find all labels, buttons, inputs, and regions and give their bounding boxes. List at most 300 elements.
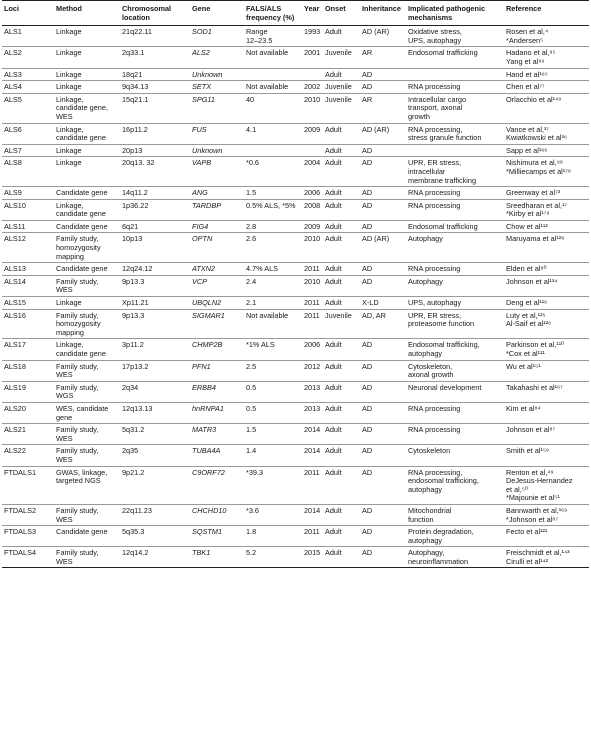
table-row — [2, 233, 589, 263]
cell-loci: ALS21 — [2, 424, 54, 445]
cell-mechanisms: UPR, ER stress, proteasome function — [406, 309, 504, 339]
cell-inheritance: X-LD — [360, 297, 406, 310]
cell-method: Candidate gene — [54, 526, 120, 547]
cell-inheritance: AD — [360, 381, 406, 402]
cell-loci: FTDALS1 — [2, 466, 54, 504]
cell-frequency: 0.5 — [244, 402, 302, 423]
cell-year: 2009 — [302, 123, 323, 144]
table-row — [2, 402, 589, 423]
cell-chromosomal-location: 12q13.13 — [120, 402, 190, 423]
cell-onset: Adult — [323, 339, 360, 360]
table-row — [2, 187, 589, 200]
cell-onset: Adult — [323, 123, 360, 144]
cell-gene: Unknown — [190, 144, 244, 157]
cell-method: Family study, WES — [54, 504, 120, 525]
cell-method: Linkage, candidate gene — [54, 339, 120, 360]
cell-onset: Adult — [323, 424, 360, 445]
cell-onset: Adult — [323, 504, 360, 525]
cell-inheritance: AD — [360, 68, 406, 81]
cell-method: GWAS, linkage, targeted NGS — [54, 466, 120, 504]
cell-onset: Juvenile — [323, 309, 360, 339]
cell-mechanisms: Autophagy — [406, 275, 504, 296]
table-row — [2, 526, 589, 547]
header-row — [2, 1, 589, 26]
cell-inheritance: AD — [360, 445, 406, 466]
cell-inheritance: AR — [360, 47, 406, 68]
cell-loci: ALS2 — [2, 47, 54, 68]
cell-mechanisms: UPS, autophagy — [406, 297, 504, 310]
cell-method: Family study, homozygosity mapping — [54, 309, 120, 339]
cell-reference: Bannwarth et al,¹⁶⁹ *Johnson et al⁸⁷ — [504, 504, 589, 525]
table-header — [2, 1, 589, 26]
cell-gene: ANG — [190, 187, 244, 200]
cell-gene: SOD1 — [190, 26, 244, 47]
cell-method: Linkage, candidate gene — [54, 123, 120, 144]
cell-reference: Johnson et al¹³⁴ — [504, 275, 589, 296]
cell-inheritance: AD — [360, 466, 406, 504]
table-row — [2, 47, 589, 68]
cell-chromosomal-location: 14q11.2 — [120, 187, 190, 200]
cell-reference: Sreedharan et al,¹⁷ *Kirby et al¹⁷⁹ — [504, 199, 589, 220]
cell-inheritance: AD — [360, 360, 406, 381]
table-row — [2, 144, 589, 157]
cell-onset: Adult — [323, 402, 360, 423]
cell-year: 2010 — [302, 93, 323, 123]
cell-chromosomal-location: 18q21 — [120, 68, 190, 81]
table-row — [2, 220, 589, 233]
cell-loci: ALS14 — [2, 275, 54, 296]
cell-method: WES, candidate gene — [54, 402, 120, 423]
table-row — [2, 297, 589, 310]
cell-chromosomal-location: 17p13.2 — [120, 360, 190, 381]
cell-onset: Juvenile — [323, 47, 360, 68]
table-row — [2, 93, 589, 123]
cell-inheritance: AD — [360, 187, 406, 200]
cell-chromosomal-location: 3p11.2 — [120, 339, 190, 360]
cell-onset: Adult — [323, 381, 360, 402]
cell-loci: FTDALS3 — [2, 526, 54, 547]
cell-reference: Greenway et al⁷³ — [504, 187, 589, 200]
cell-frequency — [244, 68, 302, 81]
header-frequency: FALS/ALS frequency (%) — [244, 1, 302, 26]
cell-gene: SETX — [190, 81, 244, 94]
cell-chromosomal-location: 5q31.2 — [120, 424, 190, 445]
cell-chromosomal-location: 9p21.2 — [120, 466, 190, 504]
cell-gene: TARDBP — [190, 199, 244, 220]
cell-chromosomal-location: 21q22.11 — [120, 26, 190, 47]
cell-loci: ALS18 — [2, 360, 54, 381]
cell-reference: Johnson et al⁸⁷ — [504, 424, 589, 445]
header-onset: Onset — [323, 1, 360, 26]
cell-method: Linkage — [54, 157, 120, 187]
cell-method: Linkage — [54, 26, 120, 47]
cell-reference: Deng et al¹¹⁶ — [504, 297, 589, 310]
cell-mechanisms: Mitochondrial function — [406, 504, 504, 525]
cell-gene: FIG4 — [190, 220, 244, 233]
cell-gene: MATR3 — [190, 424, 244, 445]
cell-loci: ALS8 — [2, 157, 54, 187]
cell-gene: TBK1 — [190, 547, 244, 568]
cell-year: 2011 — [302, 526, 323, 547]
cell-loci: ALS4 — [2, 81, 54, 94]
cell-gene: ATXN2 — [190, 263, 244, 276]
cell-loci: ALS16 — [2, 309, 54, 339]
header-reference: Reference — [504, 1, 589, 26]
cell-onset: Adult — [323, 297, 360, 310]
cell-frequency: 2.1 — [244, 297, 302, 310]
cell-method: Linkage, candidate gene — [54, 199, 120, 220]
cell-loci: ALS22 — [2, 445, 54, 466]
cell-loci: ALS6 — [2, 123, 54, 144]
table-row — [2, 263, 589, 276]
cell-loci: ALS12 — [2, 233, 54, 263]
als-genes-table — [2, 0, 589, 568]
header-loci: Loci — [2, 1, 54, 26]
cell-year: 2008 — [302, 199, 323, 220]
cell-chromosomal-location: 15q21.1 — [120, 93, 190, 123]
cell-year: 2011 — [302, 466, 323, 504]
cell-year: 2004 — [302, 157, 323, 187]
cell-gene: ERBB4 — [190, 381, 244, 402]
cell-reference: Fecto et al¹²¹ — [504, 526, 589, 547]
cell-onset: Adult — [323, 445, 360, 466]
cell-method: Linkage — [54, 144, 120, 157]
cell-chromosomal-location: 16p11.2 — [120, 123, 190, 144]
cell-loci: ALS20 — [2, 402, 54, 423]
cell-year: 2012 — [302, 360, 323, 381]
header-method: Method — [54, 1, 120, 26]
cell-method: Family study, WES — [54, 445, 120, 466]
cell-onset: Adult — [323, 144, 360, 157]
cell-onset: Adult — [323, 68, 360, 81]
cell-reference: Nishimura et al,⁹⁸ *Milliecamps et al¹⁷⁸ — [504, 157, 589, 187]
cell-frequency: 40 — [244, 93, 302, 123]
header-gene: Gene — [190, 1, 244, 26]
cell-reference: Elden et al⁸⁰ — [504, 263, 589, 276]
cell-year: 2015 — [302, 547, 323, 568]
table-row — [2, 157, 589, 187]
cell-frequency: *3.6 — [244, 504, 302, 525]
cell-reference: Maruyama et al¹²⁸ — [504, 233, 589, 263]
cell-onset: Adult — [323, 547, 360, 568]
cell-onset: Adult — [323, 157, 360, 187]
cell-loci: ALS5 — [2, 93, 54, 123]
cell-frequency: Not available — [244, 81, 302, 94]
table-row — [2, 424, 589, 445]
cell-method: Family study, WES — [54, 547, 120, 568]
cell-reference: Hand et al¹⁶⁵ — [504, 68, 589, 81]
cell-gene: hnRNPA1 — [190, 402, 244, 423]
cell-method: Family study, WES — [54, 275, 120, 296]
cell-mechanisms: Protein degradation, autophagy — [406, 526, 504, 547]
cell-reference: Hadano et al,⁹⁵ Yang et al⁹⁶ — [504, 47, 589, 68]
cell-inheritance: AD — [360, 220, 406, 233]
cell-year — [302, 68, 323, 81]
cell-chromosomal-location: 9p13.3 — [120, 275, 190, 296]
cell-gene: VCP — [190, 275, 244, 296]
cell-gene: UBQLN2 — [190, 297, 244, 310]
cell-loci: ALS10 — [2, 199, 54, 220]
cell-method: Family study, WES — [54, 360, 120, 381]
cell-gene: CHMP2B — [190, 339, 244, 360]
cell-year — [302, 144, 323, 157]
cell-mechanisms: RNA processing, stress granule function — [406, 123, 504, 144]
table-row — [2, 199, 589, 220]
cell-inheritance: AD — [360, 144, 406, 157]
cell-chromosomal-location: 20p13 — [120, 144, 190, 157]
cell-frequency: 4.7% ALS — [244, 263, 302, 276]
cell-mechanisms: RNA processing — [406, 187, 504, 200]
cell-mechanisms: Oxidative stress, UPS, autophagy — [406, 26, 504, 47]
cell-year: 2011 — [302, 297, 323, 310]
cell-inheritance: AR — [360, 93, 406, 123]
cell-chromosomal-location: 12q24.12 — [120, 263, 190, 276]
cell-loci: FTDALS4 — [2, 547, 54, 568]
cell-onset: Adult — [323, 220, 360, 233]
cell-chromosomal-location: 2q34 — [120, 381, 190, 402]
cell-mechanisms: RNA processing — [406, 81, 504, 94]
cell-gene: Unknown — [190, 68, 244, 81]
cell-frequency: 2.5 — [244, 360, 302, 381]
cell-gene: OPTN — [190, 233, 244, 263]
cell-reference: Takahashi et al¹⁶⁷ — [504, 381, 589, 402]
cell-mechanisms — [406, 144, 504, 157]
cell-inheritance: AD — [360, 263, 406, 276]
header-chromosomal-location: Chromosomal location — [120, 1, 190, 26]
table-row — [2, 381, 589, 402]
cell-gene: C9ORF72 — [190, 466, 244, 504]
cell-mechanisms: RNA processing — [406, 263, 504, 276]
cell-method: Family study, WES — [54, 424, 120, 445]
cell-chromosomal-location: 9p13.3 — [120, 309, 190, 339]
table-row — [2, 504, 589, 525]
cell-year: 2009 — [302, 220, 323, 233]
cell-gene: TUBA4A — [190, 445, 244, 466]
cell-mechanisms — [406, 68, 504, 81]
table-row — [2, 123, 589, 144]
cell-chromosomal-location: 22q11.23 — [120, 504, 190, 525]
cell-loci: ALS13 — [2, 263, 54, 276]
cell-onset: Adult — [323, 233, 360, 263]
cell-frequency: 1.5 — [244, 187, 302, 200]
cell-onset: Adult — [323, 199, 360, 220]
cell-gene: VAPB — [190, 157, 244, 187]
cell-method: Linkage — [54, 68, 120, 81]
cell-gene: PFN1 — [190, 360, 244, 381]
cell-inheritance: AD — [360, 339, 406, 360]
cell-frequency: 1.5 — [244, 424, 302, 445]
cell-frequency: 2.6 — [244, 233, 302, 263]
cell-inheritance: AD — [360, 275, 406, 296]
cell-inheritance: AD — [360, 504, 406, 525]
cell-gene: SPG11 — [190, 93, 244, 123]
cell-loci: ALS9 — [2, 187, 54, 200]
cell-gene: SIGMAR1 — [190, 309, 244, 339]
cell-year: 2010 — [302, 275, 323, 296]
table-row — [2, 309, 589, 339]
cell-frequency: Not available — [244, 309, 302, 339]
cell-chromosomal-location: 12q14.2 — [120, 547, 190, 568]
cell-onset: Adult — [323, 26, 360, 47]
table-row — [2, 466, 589, 504]
cell-mechanisms: UPR, ER stress, intracellular membrane trafficking — [406, 157, 504, 187]
header-year: Year — [302, 1, 323, 26]
cell-inheritance: AD (AR) — [360, 233, 406, 263]
cell-gene: ALS2 — [190, 47, 244, 68]
cell-mechanisms: Neuronal development — [406, 381, 504, 402]
cell-frequency — [244, 144, 302, 157]
cell-method: Linkage — [54, 297, 120, 310]
cell-inheritance: AD — [360, 424, 406, 445]
table-row — [2, 68, 589, 81]
cell-method: Candidate gene — [54, 263, 120, 276]
cell-year: 2014 — [302, 504, 323, 525]
cell-frequency: 5.2 — [244, 547, 302, 568]
cell-frequency: 0.5% ALS, *5% — [244, 199, 302, 220]
cell-year: 2006 — [302, 187, 323, 200]
cell-chromosomal-location: 2q33.1 — [120, 47, 190, 68]
table-row — [2, 360, 589, 381]
cell-year: 2002 — [302, 81, 323, 94]
cell-loci: ALS11 — [2, 220, 54, 233]
cell-frequency: *0.6 — [244, 157, 302, 187]
cell-loci: ALS19 — [2, 381, 54, 402]
cell-reference: Rosen et al,⁴ *Andersen⁵ — [504, 26, 589, 47]
cell-year: 2013 — [302, 381, 323, 402]
cell-mechanisms: RNA processing — [406, 199, 504, 220]
cell-year: 2014 — [302, 424, 323, 445]
table-row — [2, 547, 589, 568]
cell-onset: Adult — [323, 466, 360, 504]
cell-reference: Wu et al¹⁵¹ — [504, 360, 589, 381]
cell-loci: ALS17 — [2, 339, 54, 360]
cell-onset: Adult — [323, 275, 360, 296]
cell-mechanisms: RNA processing, endosomal trafficking, autophagy — [406, 466, 504, 504]
table-row — [2, 26, 589, 47]
cell-loci: FTDALS2 — [2, 504, 54, 525]
cell-mechanisms: Cytoskeleton, axonal growth — [406, 360, 504, 381]
cell-year: 2011 — [302, 263, 323, 276]
cell-mechanisms: Endosomal trafficking — [406, 220, 504, 233]
cell-onset: Juvenile — [323, 93, 360, 123]
cell-mechanisms: Autophagy — [406, 233, 504, 263]
cell-frequency: *39.3 — [244, 466, 302, 504]
cell-loci: ALS7 — [2, 144, 54, 157]
cell-loci: ALS3 — [2, 68, 54, 81]
cell-onset: Juvenile — [323, 81, 360, 94]
cell-frequency: Range 12–23.5 — [244, 26, 302, 47]
header-inheritance: Inheritance — [360, 1, 406, 26]
cell-chromosomal-location: 9q34.13 — [120, 81, 190, 94]
cell-frequency: 4.1 — [244, 123, 302, 144]
cell-inheritance: AD, AR — [360, 309, 406, 339]
header-mechanisms: Implicated pathogenic mechanisms — [406, 1, 504, 26]
cell-inheritance: AD (AR) — [360, 26, 406, 47]
cell-reference: Vance et al,³⁷ Kwiatkowski et al³⁶ — [504, 123, 589, 144]
cell-chromosomal-location: 20q13. 32 — [120, 157, 190, 187]
cell-year: 2013 — [302, 402, 323, 423]
table-row — [2, 81, 589, 94]
cell-mechanisms: Autophagy, neuroinflammation — [406, 547, 504, 568]
cell-mechanisms: Endosomal trafficking — [406, 47, 504, 68]
cell-inheritance: AD — [360, 81, 406, 94]
table-row — [2, 445, 589, 466]
cell-frequency: *1% ALS — [244, 339, 302, 360]
cell-gene: FUS — [190, 123, 244, 144]
table-row — [2, 275, 589, 296]
cell-reference: Luty et al,¹²⁵ Al-Saif et al¹²⁶ — [504, 309, 589, 339]
cell-inheritance: AD — [360, 199, 406, 220]
cell-loci: ALS15 — [2, 297, 54, 310]
cell-loci: ALS1 — [2, 26, 54, 47]
cell-inheritance: AD — [360, 526, 406, 547]
cell-frequency: Not available — [244, 47, 302, 68]
cell-reference: Kim et al⁸⁴ — [504, 402, 589, 423]
cell-frequency: 1.8 — [244, 526, 302, 547]
cell-reference: Freischmidt et al,¹⁴³ Cirulli et al¹⁴² — [504, 547, 589, 568]
cell-method: Candidate gene — [54, 187, 120, 200]
cell-inheritance: AD — [360, 547, 406, 568]
cell-mechanisms: Intracellular cargo transport, axonal growth — [406, 93, 504, 123]
cell-year: 2010 — [302, 233, 323, 263]
cell-mechanisms: Cytoskeleton — [406, 445, 504, 466]
cell-inheritance: AD (AR) — [360, 123, 406, 144]
cell-reference: Orlacchio et al¹⁴⁹ — [504, 93, 589, 123]
cell-frequency: 1.4 — [244, 445, 302, 466]
cell-mechanisms: RNA processing — [406, 424, 504, 445]
cell-onset: Adult — [323, 263, 360, 276]
cell-method: Family study, WGS — [54, 381, 120, 402]
table-row — [2, 339, 589, 360]
cell-reference: Chen et al⁷⁷ — [504, 81, 589, 94]
cell-inheritance: AD — [360, 402, 406, 423]
cell-method: Linkage — [54, 81, 120, 94]
cell-method: Family study, homozygosity mapping — [54, 233, 120, 263]
cell-reference: Chow et al¹¹² — [504, 220, 589, 233]
cell-frequency: 2.4 — [244, 275, 302, 296]
cell-chromosomal-location: 10p13 — [120, 233, 190, 263]
cell-year: 2014 — [302, 445, 323, 466]
cell-method: Candidate gene — [54, 220, 120, 233]
cell-chromosomal-location: 1p36.22 — [120, 199, 190, 220]
cell-onset: Adult — [323, 187, 360, 200]
cell-mechanisms: RNA processing — [406, 402, 504, 423]
table-body — [2, 26, 589, 568]
cell-method: Linkage, candidate gene, WES — [54, 93, 120, 123]
cell-reference: Smith et al¹⁵⁹ — [504, 445, 589, 466]
cell-frequency: 2.8 — [244, 220, 302, 233]
cell-chromosomal-location: 6q21 — [120, 220, 190, 233]
cell-year: 1993 — [302, 26, 323, 47]
cell-year: 2006 — [302, 339, 323, 360]
cell-method: Linkage — [54, 47, 120, 68]
cell-chromosomal-location: Xp11.21 — [120, 297, 190, 310]
cell-mechanisms: Endosomal trafficking, autophagy — [406, 339, 504, 360]
cell-reference: Sapp et al¹⁶⁶ — [504, 144, 589, 157]
cell-chromosomal-location: 5q35.3 — [120, 526, 190, 547]
cell-gene: CHCHD10 — [190, 504, 244, 525]
cell-reference: Renton et al,⁴⁹ DeJesus-Hernandez et al,⁵⁰ *Majounie et al⁵¹ — [504, 466, 589, 504]
cell-frequency: 0.5 — [244, 381, 302, 402]
cell-chromosomal-location: 2q35 — [120, 445, 190, 466]
cell-gene: SQSTM1 — [190, 526, 244, 547]
cell-onset: Adult — [323, 360, 360, 381]
cell-inheritance: AD — [360, 157, 406, 187]
cell-year: 2001 — [302, 47, 323, 68]
cell-reference: Parkinson et al,¹¹⁰ *Cox et al¹¹¹ — [504, 339, 589, 360]
cell-onset: Adult — [323, 526, 360, 547]
cell-year: 2011 — [302, 309, 323, 339]
